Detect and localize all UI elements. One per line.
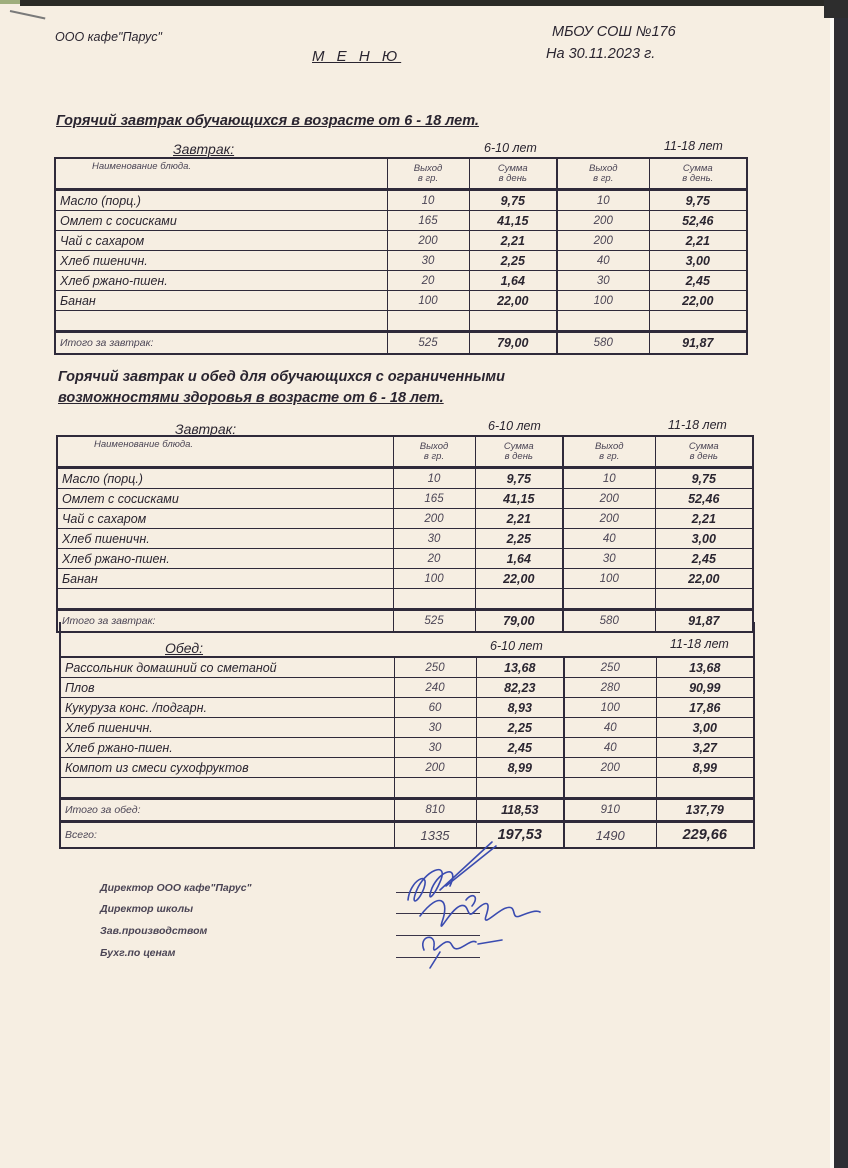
sum-value: 1,64 bbox=[475, 549, 563, 569]
table-row bbox=[55, 271, 747, 291]
yield-value: 40 bbox=[564, 718, 656, 738]
table-row bbox=[55, 211, 747, 231]
total-yield: 525 bbox=[387, 332, 469, 355]
section1-title: Горячий завтрак обучающихся в возрасте от 6 - 18 лет. bbox=[56, 113, 479, 129]
column-header-yield bbox=[557, 158, 649, 190]
total-sum: 91,87 bbox=[649, 332, 747, 355]
scan-edge bbox=[20, 0, 848, 6]
meal-label: Обед: bbox=[165, 640, 204, 656]
total-sum: 91,87 bbox=[655, 610, 753, 633]
sum-value: 8,99 bbox=[656, 758, 754, 778]
meal-label: Завтрак: bbox=[175, 421, 237, 437]
header-text: в день. bbox=[682, 172, 714, 184]
age-group-label: 11-18 лет bbox=[664, 139, 723, 153]
sum-value: 17,86 bbox=[656, 698, 754, 718]
sum-value: 9,75 bbox=[649, 190, 747, 211]
yield-value: 200 bbox=[387, 231, 469, 251]
lunch-table bbox=[59, 656, 755, 849]
dish-name: Плов bbox=[60, 678, 394, 698]
column-header-sum bbox=[649, 158, 747, 190]
table-row bbox=[60, 678, 754, 698]
ovz-breakfast-table bbox=[56, 435, 754, 633]
sum-value: 2,45 bbox=[655, 549, 753, 569]
total-label: Итого за завтрак: bbox=[57, 610, 393, 633]
yield-value: 200 bbox=[564, 758, 656, 778]
yield-value: 100 bbox=[564, 698, 656, 718]
dish-name: Масло (порц.) bbox=[57, 468, 393, 489]
yield-value: 100 bbox=[563, 569, 655, 589]
header-text: в гр. bbox=[417, 172, 439, 184]
sum-value: 1,64 bbox=[469, 271, 557, 291]
sum-value: 2,25 bbox=[476, 718, 564, 738]
column-header-sum bbox=[655, 436, 753, 468]
yield-value: 10 bbox=[387, 190, 469, 211]
table-row bbox=[55, 231, 747, 251]
column-header-yield bbox=[387, 158, 469, 190]
section2-title-line1: Горячий завтрак и обед для обучающихся с ограниченными bbox=[58, 369, 505, 385]
header-text: в день bbox=[504, 450, 533, 462]
age-group-label: 11-18 лет bbox=[668, 418, 727, 432]
yield-value: 100 bbox=[387, 291, 469, 311]
dish-name: Компот из смеси сухофруктов bbox=[60, 758, 394, 778]
yield-value: 30 bbox=[393, 529, 475, 549]
column-header-sum bbox=[469, 158, 557, 190]
dish-name: Хлеб ржано-пшен. bbox=[60, 738, 394, 758]
column-header-sum bbox=[475, 436, 563, 468]
scan-edge bbox=[0, 0, 20, 4]
total-sum: 79,00 bbox=[475, 610, 563, 633]
yield-value: 280 bbox=[564, 678, 656, 698]
sum-value: 41,15 bbox=[469, 211, 557, 231]
yield-value: 30 bbox=[394, 738, 476, 758]
column-header-yield bbox=[393, 436, 475, 468]
table-row-total bbox=[60, 799, 754, 822]
school-name: МБОУ СОШ №176 bbox=[552, 24, 676, 40]
total-yield: 525 bbox=[393, 610, 475, 633]
yield-value: 200 bbox=[563, 509, 655, 529]
table-row bbox=[55, 291, 747, 311]
table-row bbox=[57, 489, 753, 509]
table-row bbox=[60, 718, 754, 738]
table-row-empty bbox=[55, 311, 747, 332]
sum-value: 8,93 bbox=[476, 698, 564, 718]
dish-name: Чай с сахаром bbox=[55, 231, 387, 251]
sum-value: 52,46 bbox=[655, 489, 753, 509]
age-group-label: 6-10 лет bbox=[488, 419, 541, 433]
total-sum: 118,53 bbox=[476, 799, 564, 822]
header-text: Сумма bbox=[688, 440, 719, 452]
sum-value: 3,00 bbox=[655, 529, 753, 549]
header-text: Сумма bbox=[503, 440, 534, 452]
table-row bbox=[55, 190, 747, 211]
dish-name: Чай с сахаром bbox=[57, 509, 393, 529]
dish-name: Хлеб пшеничн. bbox=[55, 251, 387, 271]
scan-edge bbox=[824, 0, 848, 18]
header-text: Выход bbox=[588, 162, 618, 174]
handwritten-signature bbox=[380, 840, 560, 970]
age-group-label: 6-10 лет bbox=[484, 141, 537, 155]
total-label: Итого за обед: bbox=[60, 799, 394, 822]
yield-value: 250 bbox=[394, 657, 476, 678]
sum-value: 13,68 bbox=[656, 657, 754, 678]
dish-name: Масло (порц.) bbox=[55, 190, 387, 211]
total-sum: 79,00 bbox=[469, 332, 557, 355]
total-sum: 137,79 bbox=[656, 799, 754, 822]
table-row bbox=[60, 738, 754, 758]
total-yield: 810 bbox=[394, 799, 476, 822]
table-header-row bbox=[55, 158, 747, 190]
yield-value: 10 bbox=[563, 468, 655, 489]
yield-value: 10 bbox=[393, 468, 475, 489]
sum-value: 52,46 bbox=[649, 211, 747, 231]
yield-value: 30 bbox=[394, 718, 476, 738]
yield-value: 40 bbox=[563, 529, 655, 549]
signature-label: Директор школы bbox=[100, 903, 194, 915]
yield-value: 165 bbox=[387, 211, 469, 231]
dish-name: Банан bbox=[55, 291, 387, 311]
sum-value: 3,00 bbox=[656, 718, 754, 738]
dish-name: Хлеб пшеничн. bbox=[57, 529, 393, 549]
header-text: в день bbox=[689, 450, 718, 462]
sum-value: 22,00 bbox=[469, 291, 557, 311]
table-row bbox=[57, 468, 753, 489]
dish-name: Хлеб пшеничн. bbox=[60, 718, 394, 738]
company-name: ООО кафе"Парус" bbox=[55, 30, 162, 44]
sum-value: 2,21 bbox=[655, 509, 753, 529]
sum-value: 90,99 bbox=[656, 678, 754, 698]
sum-value: 3,27 bbox=[656, 738, 754, 758]
sum-value: 2,45 bbox=[649, 271, 747, 291]
sum-value: 22,00 bbox=[649, 291, 747, 311]
sum-value: 13,68 bbox=[476, 657, 564, 678]
yield-value: 20 bbox=[393, 549, 475, 569]
dish-name: Омлет с сосисками bbox=[57, 489, 393, 509]
sum-value: 22,00 bbox=[475, 569, 563, 589]
sum-value: 8,99 bbox=[476, 758, 564, 778]
header-text: Сумма bbox=[682, 162, 713, 174]
grand-total-sum: 197,53 bbox=[476, 822, 564, 849]
total-yield: 580 bbox=[557, 332, 649, 355]
dish-name: Омлет с сосисками bbox=[55, 211, 387, 231]
table-row bbox=[57, 529, 753, 549]
header-text: в гр. bbox=[423, 450, 445, 462]
grand-total-sum: 229,66 bbox=[656, 822, 754, 849]
sum-value: 9,75 bbox=[475, 468, 563, 489]
yield-value: 30 bbox=[563, 549, 655, 569]
yield-value: 40 bbox=[564, 738, 656, 758]
yield-value: 200 bbox=[394, 758, 476, 778]
yield-value: 60 bbox=[394, 698, 476, 718]
sum-value: 2,21 bbox=[649, 231, 747, 251]
header-text: Выход bbox=[594, 440, 624, 452]
yield-value: 10 bbox=[557, 190, 649, 211]
sum-value: 2,25 bbox=[475, 529, 563, 549]
yield-value: 200 bbox=[557, 211, 649, 231]
table-row bbox=[57, 509, 753, 529]
table-row bbox=[60, 758, 754, 778]
sum-value: 9,75 bbox=[655, 468, 753, 489]
table-row bbox=[60, 657, 754, 678]
meal-label: Завтрак: bbox=[173, 141, 235, 157]
page-title: М Е Н Ю bbox=[312, 48, 402, 65]
table-row-empty bbox=[60, 778, 754, 799]
sum-value: 2,45 bbox=[476, 738, 564, 758]
sum-value: 9,75 bbox=[469, 190, 557, 211]
yield-value: 100 bbox=[393, 569, 475, 589]
yield-value: 200 bbox=[557, 231, 649, 251]
yield-value: 165 bbox=[393, 489, 475, 509]
table-header-row bbox=[57, 436, 753, 468]
yield-value: 100 bbox=[557, 291, 649, 311]
age-group-label: 6-10 лет bbox=[490, 639, 543, 653]
table-row-total bbox=[55, 332, 747, 355]
header-text: Выход bbox=[413, 162, 443, 174]
dish-name: Хлеб ржано-пшен. bbox=[55, 271, 387, 291]
yield-value: 20 bbox=[387, 271, 469, 291]
yield-value: 200 bbox=[393, 509, 475, 529]
column-header-dish: Наименование блюда. bbox=[57, 436, 393, 468]
section2-title-line2: возможностями здоровья в возрасте от 6 - 18 лет. bbox=[58, 390, 444, 406]
total-yield: 580 bbox=[563, 610, 655, 633]
total-yield: 910 bbox=[564, 799, 656, 822]
yield-value: 30 bbox=[387, 251, 469, 271]
sum-value: 3,00 bbox=[649, 251, 747, 271]
total-label: Итого за завтрак: bbox=[55, 332, 387, 355]
menu-date: На 30.11.2023 г. bbox=[546, 46, 656, 62]
signature-label: Бухг.по ценам bbox=[100, 947, 176, 959]
sum-value: 2,21 bbox=[475, 509, 563, 529]
grand-total-yield: 1490 bbox=[564, 822, 656, 849]
yield-value: 30 bbox=[557, 271, 649, 291]
signature-label: Зав.производством bbox=[100, 925, 208, 937]
breakfast-table bbox=[54, 157, 748, 355]
yield-value: 40 bbox=[557, 251, 649, 271]
table-row bbox=[57, 569, 753, 589]
sum-value: 2,21 bbox=[469, 231, 557, 251]
yield-value: 200 bbox=[563, 489, 655, 509]
sum-value: 41,15 bbox=[475, 489, 563, 509]
column-header-yield bbox=[563, 436, 655, 468]
grand-total-label: Всего: bbox=[60, 822, 394, 849]
sum-value: 2,25 bbox=[469, 251, 557, 271]
header-text: Сумма bbox=[497, 162, 528, 174]
sum-value: 22,00 bbox=[655, 569, 753, 589]
dish-name: Рассольник домашний со сметаной bbox=[60, 657, 394, 678]
header-text: в гр. bbox=[593, 172, 614, 184]
header-text: Выход bbox=[419, 440, 449, 452]
table-row bbox=[57, 549, 753, 569]
table-row bbox=[60, 698, 754, 718]
yield-value: 250 bbox=[564, 657, 656, 678]
dish-name: Банан bbox=[57, 569, 393, 589]
column-header-dish: Наименование блюда. bbox=[55, 158, 387, 190]
lunch-header-box bbox=[59, 622, 755, 656]
table-row bbox=[55, 251, 747, 271]
yield-value: 240 bbox=[394, 678, 476, 698]
age-group-label: 11-18 лет bbox=[670, 637, 729, 651]
header-text: в день bbox=[498, 172, 527, 184]
dish-name: Хлеб ржано-пшен. bbox=[57, 549, 393, 569]
scan-edge bbox=[834, 18, 848, 1168]
header-text: в гр. bbox=[599, 450, 620, 462]
signature-label: Директор ООО кафе"Парус" bbox=[100, 882, 252, 894]
grand-total-yield: 1335 bbox=[394, 822, 476, 849]
table-row-empty bbox=[57, 589, 753, 610]
sum-value: 82,23 bbox=[476, 678, 564, 698]
dish-name: Кукуруза конс. /подгарн. bbox=[60, 698, 394, 718]
